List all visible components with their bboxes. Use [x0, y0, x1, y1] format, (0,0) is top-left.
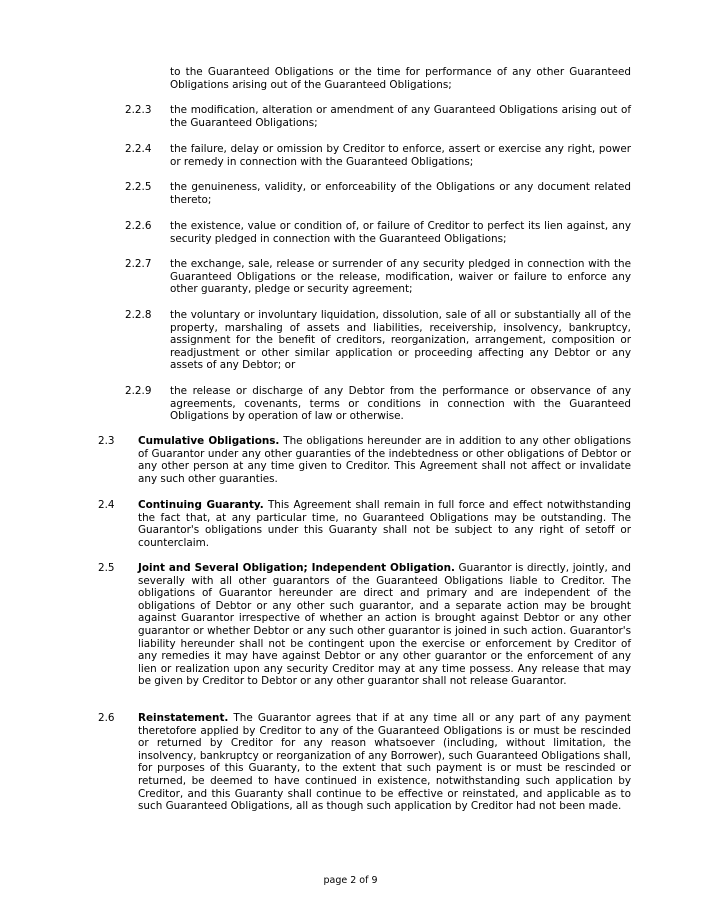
section-paragraph	[138, 499, 631, 549]
continuation-paragraph: to the Guaranteed Obligations or the time for performance of any other Guaranteed Obligations arising out of the Guaranteed Obligations;	[170, 66, 631, 91]
subsection-text: the existence, value or condition of, or failure of Creditor to perfect its lien against, any security pledged in connection with the Guaranteed Obligations;	[170, 220, 631, 245]
section-paragraph	[138, 712, 631, 813]
subsection-text: the genuineness, validity, or enforceability of the Obligations or any document related thereto;	[170, 181, 631, 206]
subsection-text: the exchange, sale, release or surrender of any security pledged in connection with the Guaranteed Obligations or the release, modification, waiver or failure to enforce any other guaranty, pledge or security agreement;	[170, 258, 631, 296]
subsection-text: the modification, alteration or amendment of any Guaranteed Obligations arising out of the Guaranteed Obligations;	[170, 104, 631, 129]
page-number-footer: page 2 of 9	[323, 875, 378, 886]
subsection-text: the failure, delay or omission by Creditor to enforce, assert or exercise any right, power or remedy in connection with the Guaranteed Obligations;	[170, 143, 631, 168]
section-heading: Reinstatement.	[138, 712, 229, 724]
subsection-text: the voluntary or involuntary liquidation, dissolution, sale of all or substantially all of the property, marshaling of assets and liabilities, receivership, insolvency, bankruptcy, assignment for the benefit of creditors, reorganization, arrangement, composition or readjustment or other similar application or proceeding affecting any Debtor or any assets of any Debtor; or	[170, 309, 631, 372]
section-paragraph	[138, 435, 631, 485]
subsection-number: 2.2.6	[125, 220, 152, 232]
subsection-number: 2.2.8	[125, 309, 152, 321]
subsection-number: 2.2.9	[125, 385, 152, 397]
subsection-text: the release or discharge of any Debtor from the performance or observance of any agreements, covenants, terms or conditions in connection with the Guaranteed Obligations by operation of law or otherwise.	[170, 385, 631, 423]
section-heading: Continuing Guaranty.	[138, 499, 264, 511]
section-paragraph	[138, 562, 631, 688]
section-number: 2.5	[98, 562, 115, 574]
section-number: 2.3	[98, 435, 115, 447]
section-heading: Joint and Several Obligation; Independent Obligation.	[138, 562, 455, 574]
subsection-number: 2.2.5	[125, 181, 152, 193]
section-body: The obligations hereunder are in addition to any other obligations of Guarantor under any other guaranties of the indebtedness or other obligations of Debtor or any other person at any time given to Creditor. This Agreement shall not affect or invalidate any such other guaranties.	[138, 435, 631, 485]
section-heading: Cumulative Obligations.	[138, 435, 280, 447]
section-number: 2.4	[98, 499, 115, 511]
subsection-number: 2.2.7	[125, 258, 152, 270]
section-number: 2.6	[98, 712, 115, 724]
section-body: The Guarantor agrees that if at any time all or any part of any payment theretofore applied by Creditor to any of the Guaranteed Obligations is or must be rescinded or returned by Creditor for any reason whatsoever (including, without limitation, the insolvency, bankruptcy or reorganization of any Borrower), such Guaranteed Obligations shall, for purposes of this Guaranty, to the extent that such payment is or must be rescinded or returned, be deemed to have continued in existence, notwithstanding such application by Creditor, and this Guaranty shall continue to be effective or reinstated, and applicable as to such Guaranteed Obligations, all as though such application by Creditor had not been made.	[138, 712, 631, 813]
section-body: This Agreement shall remain in full force and effect notwithstanding the fact that, at any particular time, no Guaranteed Obligations may be outstanding. The Guarantor's obligations under this Guaranty shall not be subject to any right of setoff or counterclaim.	[138, 499, 632, 549]
subsection-number: 2.2.4	[125, 143, 152, 155]
subsection-number: 2.2.3	[125, 104, 152, 116]
section-body: Guarantor is directly, jointly, and severally with all other guarantors of the Guaranteed Obligations liable to Creditor. The obligations of Guarantor hereunder are direct and primary and are independent of the obligations of Debtor or any other such guarantor, and a separate action may be brought against Guarantor irrespective of whether an action is brought against Debtor or any other guarantor or whether Debtor or any such other guarantor is joined in such action. Guarantor's liability hereunder shall not be contingent upon the exercise or enforcement by Creditor of any remedies it may have against Debtor or any other guarantor or the enforcement of any lien or realization upon any security Creditor may at any time possess. Any release that may be given by Creditor to Debtor or any other guarantor shall not release Guarantor.	[138, 562, 631, 688]
